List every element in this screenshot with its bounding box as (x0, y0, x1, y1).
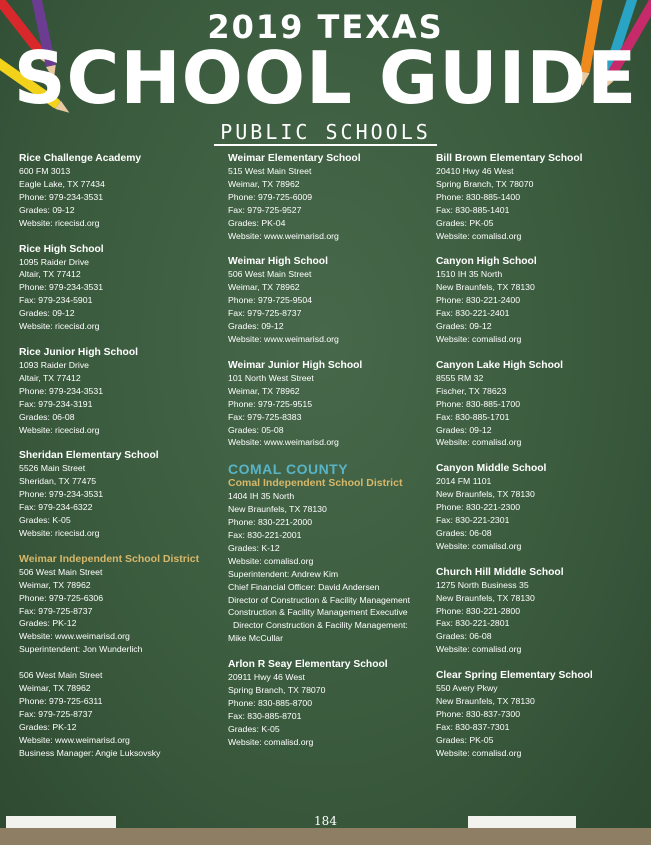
school-detail-line: New Braunfels, TX 78130 (436, 282, 535, 293)
school-name: Rice Challenge Academy (19, 153, 142, 164)
school-detail-line: Phone: 979-725-9515 (228, 398, 313, 409)
school-detail-line: Weimar, TX 78962 (228, 385, 300, 396)
school-detail-line: Grades: PK-12 (19, 618, 77, 629)
county-heading: COMAL COUNTY (228, 461, 349, 478)
school-name: Bill Brown Elementary School (436, 153, 583, 164)
school-detail-line: Phone: 830-885-1700 (436, 398, 521, 409)
school-entry (228, 462, 428, 645)
school-entry (436, 669, 636, 759)
school-entry (19, 553, 219, 656)
school-detail-line: Construction & Facility Management Executive (228, 607, 408, 618)
school-detail-line: Spring Branch, TX 78070 (436, 178, 534, 189)
school-name: Weimar Junior High School (228, 359, 363, 371)
school-detail-line: Phone: 830-221-2300 (436, 502, 521, 513)
school-detail-line: Website: ricecisd.org (19, 321, 100, 332)
school-detail-line: Fax: 830-837-7301 (436, 721, 510, 732)
school-detail-line: 600 FM 3013 (19, 166, 71, 176)
school-detail-line: Phone: 979-234-3531 (19, 385, 104, 396)
school-detail-line: Grades: K-05 (19, 515, 71, 526)
school-name: Church Hill Middle School (436, 566, 564, 578)
school-detail-line: 20911 Hwy 46 West (228, 672, 305, 683)
school-name: Weimar Elementary School (228, 153, 361, 164)
school-detail-line: Sheridan, TX 77475 (19, 476, 97, 487)
school-detail-line: Website: comalisd.org (228, 555, 314, 566)
school-detail-line: Website: ricecisd.org (19, 424, 100, 435)
school-detail-line: Grades: PK-05 (436, 217, 494, 228)
school-detail-line: 550 Avery Pkwy (436, 683, 498, 694)
school-detail-line: New Braunfels, TX 78130 (436, 592, 535, 603)
school-detail-line: Phone: 979-234-3531 (19, 282, 104, 293)
school-name: Canyon Middle School (436, 463, 547, 475)
school-detail-line: Fax: 830-221-2801 (436, 618, 510, 629)
school-entry (19, 152, 219, 230)
school-detail-line: New Braunfels, TX 78130 (436, 489, 535, 500)
school-detail-line: 20410 Hwy 46 West (436, 166, 514, 176)
school-detail-line: Grades: 05-08 (228, 424, 284, 435)
school-detail-line: Phone: 830-837-7300 (436, 709, 521, 719)
school-detail-line: 5526 Main Street (19, 463, 86, 474)
school-detail-line: Fax: 830-885-1401 (436, 204, 510, 215)
school-detail-line: Website: comalisd.org (436, 230, 522, 241)
school-detail-line: 1095 Raider Drive (19, 256, 90, 267)
school-entry (228, 255, 428, 345)
page-number: 184 (314, 814, 337, 828)
school-detail-line: Fax: 830-885-1701 (436, 411, 510, 422)
school-detail-line: Fax: 830-221-2001 (228, 530, 302, 541)
school-detail-line: Website: www.weimarisd.org (19, 631, 130, 642)
school-detail-line: Grades: 09-12 (436, 424, 492, 435)
school-detail-line: Mike McCullar (228, 633, 284, 644)
school-detail-line: 2014 FM 1101 (436, 476, 492, 487)
school-detail-line: Weimar, TX 78962 (19, 579, 91, 590)
school-detail-line: Director Construction & Facility Management: (233, 620, 408, 631)
column-3 (436, 152, 636, 773)
school-name: Canyon Lake High School (436, 359, 564, 371)
school-detail-line: Grades: 06-08 (436, 527, 492, 538)
school-entry (436, 359, 636, 449)
school-entry (19, 449, 219, 539)
school-detail-line: Website: comalisd.org (228, 736, 314, 747)
page-subtitle: PUBLIC SCHOOLS (0, 120, 651, 144)
district-name: Weimar Independent School District (19, 552, 200, 565)
school-detail-line: Fax: 979-725-8383 (228, 411, 302, 422)
school-detail-line: Phone: 979-725-6311 (19, 696, 103, 706)
school-detail-line: Phone: 830-221-2000 (228, 517, 313, 528)
school-detail-line: Website: comalisd.org (436, 747, 522, 758)
school-detail-line: Fax: 979-725-9527 (228, 204, 302, 215)
school-detail-line: Website: ricecisd.org (19, 527, 100, 538)
school-detail-line: Fax: 979-234-3191 (19, 398, 93, 409)
school-detail-line: 506 West Main Street (228, 269, 312, 280)
school-detail-line: Phone: 979-234-3531 (19, 489, 104, 500)
school-detail-line: Website: www.weimarisd.org (19, 734, 130, 745)
school-detail-line: Phone: 830-221-2800 (436, 605, 521, 616)
school-name: Rice High School (19, 243, 104, 255)
school-detail-line: Website: www.weimarisd.org (228, 333, 339, 344)
school-detail-line: Website: comalisd.org (436, 644, 522, 655)
school-entry (436, 152, 636, 242)
school-detail-line: Fax: 979-725-8737 (19, 605, 93, 616)
school-detail-line: 506 West Main Street (19, 670, 103, 681)
school-detail-line: 1093 Raider Drive (19, 359, 90, 370)
column-2 (228, 152, 428, 762)
school-detail-line: Fischer, TX 78623 (436, 385, 507, 396)
school-detail-line: Grades: PK-05 (436, 734, 494, 745)
page-title: SCHOOL GUIDE (13, 36, 638, 120)
school-detail-line: Business Manager: Angie Luksovsky (19, 747, 161, 758)
school-detail-line: Fax: 830-221-2401 (436, 308, 510, 319)
school-detail-line: Spring Branch, TX 78070 (228, 685, 326, 696)
school-entry (228, 152, 428, 242)
school-detail-line: 506 West Main Street (19, 566, 103, 577)
school-detail-line: Phone: 830-885-1400 (436, 191, 521, 202)
school-detail-line: Grades: 09-12 (228, 321, 284, 332)
school-name: Clear Spring Elementary School (436, 670, 593, 682)
school-detail-line: New Braunfels, TX 78130 (436, 696, 535, 707)
school-detail-line: Fax: 979-725-8737 (19, 708, 93, 719)
school-detail-line: Fax: 979-234-5901 (19, 295, 93, 306)
school-name: Rice Junior High School (19, 346, 138, 358)
school-detail-line: Fax: 830-885-8701 (228, 710, 302, 721)
school-detail-line: Website: comalisd.org (436, 540, 522, 551)
school-detail-line: Eagle Lake, TX 77434 (19, 178, 105, 189)
school-entry (228, 359, 428, 449)
school-detail-line: Altair, TX 77412 (19, 269, 81, 280)
school-detail-line: Grades: 09-12 (436, 321, 492, 332)
school-name: Canyon High School (436, 256, 537, 268)
school-detail-line: Grades: 09-12 (19, 204, 75, 215)
school-entry (436, 566, 636, 656)
school-detail-line: Phone: 979-725-6306 (19, 592, 104, 603)
school-detail-line: 1275 North Business 35 (436, 579, 529, 590)
school-detail-line: Altair, TX 77412 (19, 372, 81, 383)
school-detail-line: Grades: PK-12 (19, 721, 77, 732)
school-detail-line: Website: www.weimarisd.org (228, 437, 339, 448)
school-detail-line: Phone: 830-221-2400 (436, 295, 521, 306)
school-detail-line: 515 West Main Street (228, 166, 312, 176)
school-detail-line: Phone: 979-725-9504 (228, 295, 313, 306)
school-name: Weimar High School (228, 256, 328, 268)
school-detail-line: Fax: 979-234-6322 (19, 502, 93, 513)
school-detail-line: Phone: 979-234-3531 (19, 191, 104, 202)
header-year: 2019 TEXAS (207, 8, 444, 46)
school-detail-line: Grades: 06-08 (436, 631, 492, 642)
school-entry (228, 658, 428, 748)
school-detail-line: Director of Construction & Facility Management (228, 594, 411, 605)
school-entry (19, 243, 219, 333)
school-detail-line: Grades: 09-12 (19, 308, 75, 319)
school-name: Arlon R Seay Elementary School (228, 659, 388, 671)
school-entry (436, 255, 636, 345)
school-detail-line: Grades: K-12 (228, 542, 280, 553)
school-detail-line: Phone: 979-725-6009 (228, 191, 313, 202)
school-detail-line: Superintendent: Jon Wunderlich (19, 644, 143, 655)
school-detail-line: Weimar, TX 78962 (19, 683, 91, 694)
school-detail-line: Website: comalisd.org (436, 437, 522, 448)
school-detail-line: Website: ricecisd.org (19, 217, 100, 228)
school-detail-line: Weimar, TX 78962 (228, 178, 300, 189)
school-entry (19, 669, 219, 759)
school-detail-line: Grades: 06-08 (19, 411, 75, 422)
school-detail-line: 1510 IH 35 North (436, 269, 503, 280)
school-detail-line: Website: www.weimarisd.org (228, 230, 339, 241)
school-detail-line: Fax: 979-725-8737 (228, 308, 302, 319)
school-detail-line: New Braunfels, TX 78130 (228, 504, 327, 515)
school-detail-line: Superintendent: Andrew Kim (228, 568, 339, 579)
school-entry (436, 462, 636, 552)
school-detail-line: Website: comalisd.org (436, 333, 522, 344)
school-detail-line: Phone: 830-885-8700 (228, 698, 313, 708)
school-detail-line: 101 North West Street (228, 372, 314, 383)
school-detail-line: Grades: K-05 (228, 723, 280, 734)
school-name: Sheridan Elementary School (19, 450, 159, 462)
school-detail-line: 8555 RM 32 (436, 372, 484, 383)
school-entry (19, 346, 219, 436)
chalk-ledge (0, 828, 651, 845)
school-detail-line: 1404 IH 35 North (228, 491, 295, 502)
school-detail-line: Fax: 830-221-2301 (436, 515, 510, 526)
school-detail-line: Grades: PK-04 (228, 217, 286, 228)
school-detail-line: Weimar, TX 78962 (228, 282, 300, 293)
district-name: Comal Independent School District (228, 477, 403, 490)
school-detail-line: Chief Financial Officer: David Andersen (228, 581, 380, 592)
column-1 (19, 152, 219, 773)
